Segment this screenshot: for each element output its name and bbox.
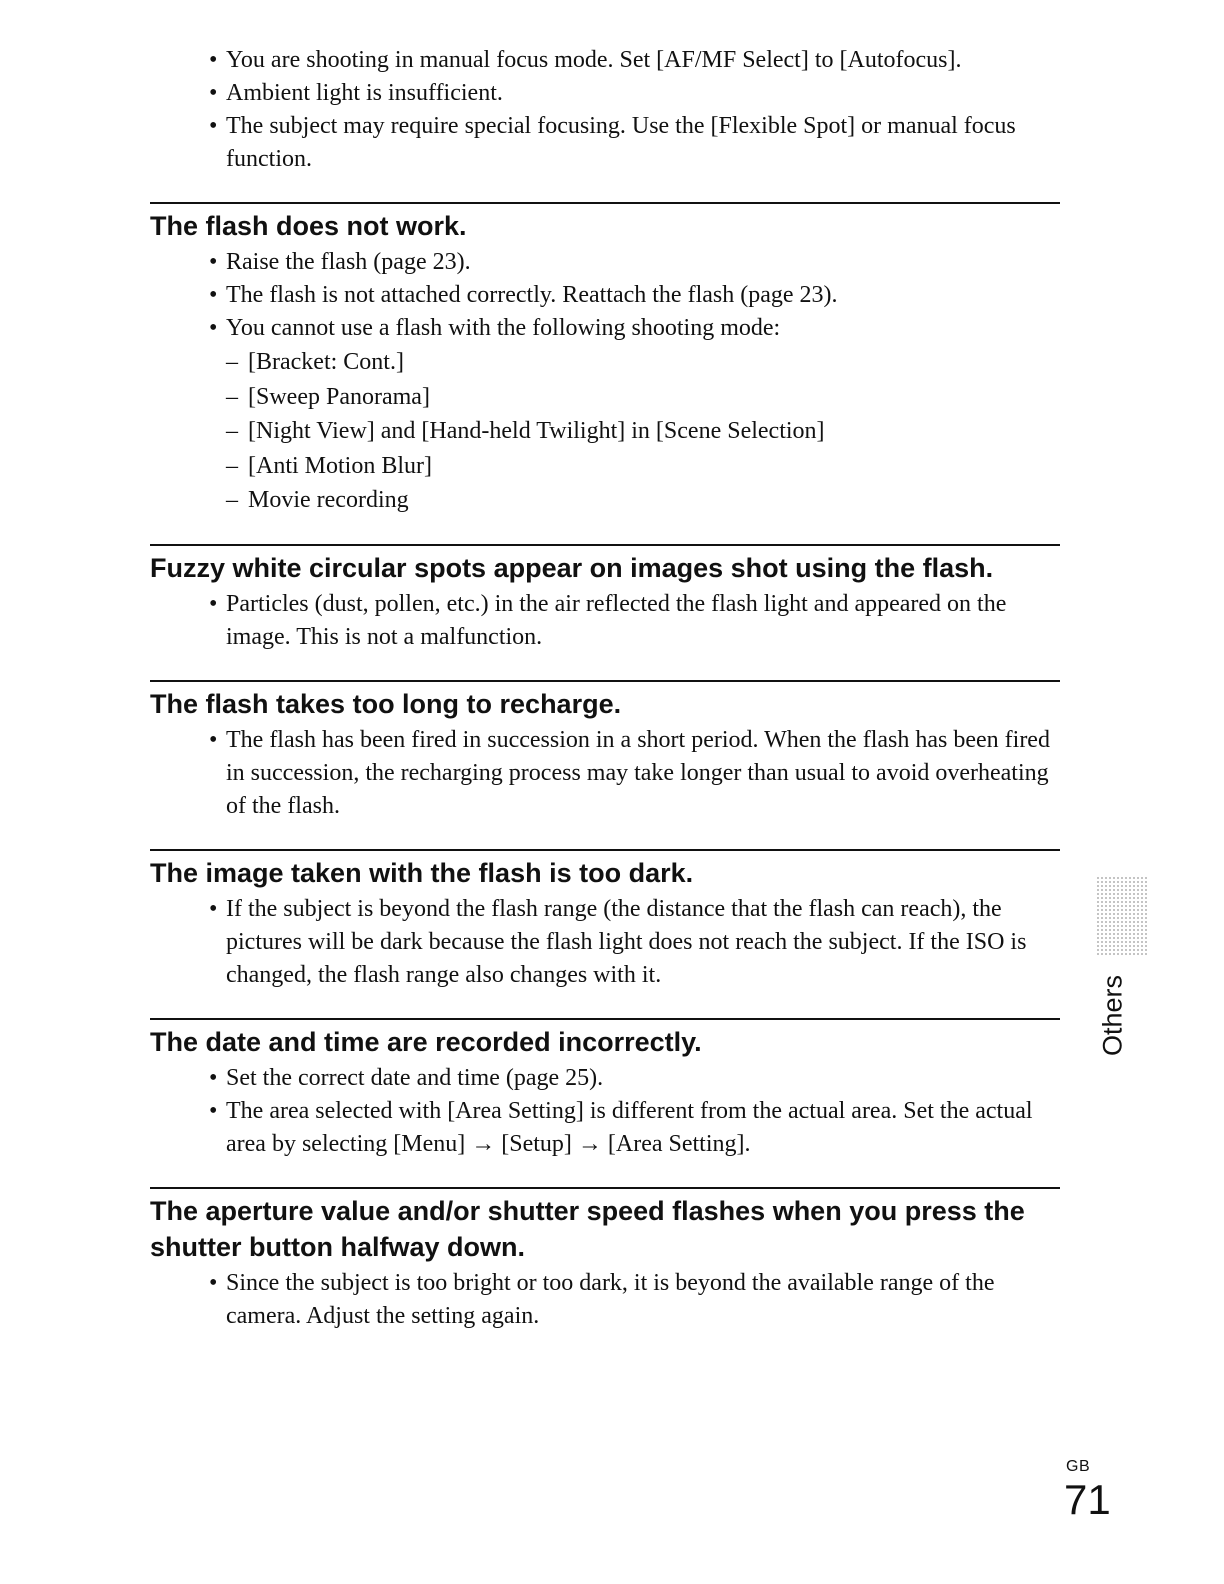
bullet-list (150, 893, 1060, 992)
list-item: • The subject may require special focusing. Use the [Flexible Spot] or manual focus function. (226, 110, 1060, 176)
shooting-mode-list (150, 345, 1060, 518)
section-aperture-flashes (150, 1187, 1060, 1333)
list-item: • The flash is not attached correctly. Reattach the flash (page 23). (226, 279, 1060, 312)
list-item: • If the subject is beyond the flash range (the distance that the flash can reach), the pictures will be dark because the flash light does not reach the subject. If the ISO is changed, the flash range also changes with it. (226, 893, 1060, 992)
page-content (150, 44, 1060, 1333)
bullet-list (150, 246, 1060, 345)
bullet-list (150, 1267, 1060, 1333)
section-image-too-dark (150, 849, 1060, 992)
bullet-list (150, 1062, 1060, 1161)
list-item: • You cannot use a flash with the following shooting mode: (226, 312, 1060, 345)
side-tab-marker (1096, 876, 1148, 956)
section-flash-recharge (150, 680, 1060, 823)
section-heading: The flash takes too long to recharge. (150, 688, 622, 719)
list-item: • You are shooting in manual focus mode. Set [AF/MF Select] to [Autofocus]. (226, 44, 1060, 77)
section-heading: The date and time are recorded incorrectly. (150, 1026, 702, 1057)
list-item: • The flash has been fired in succession in a short period. When the flash has been fired in succession, the recharging process may take longer than usual to avoid overheating of the flash. (226, 724, 1060, 823)
sub-list-item: – [Sweep Panorama] (248, 380, 1060, 415)
sub-list-item: – [Bracket: Cont.] (248, 345, 1060, 380)
language-code: GB (1066, 1458, 1091, 1475)
section-heading: The image taken with the flash is too dark. (150, 857, 694, 888)
section-flash-not-work (150, 202, 1060, 518)
list-item: • Ambient light is insufficient. (226, 77, 1060, 110)
section-fuzzy-spots (150, 544, 1060, 654)
side-tab-label (1093, 970, 1133, 1060)
intro-bullet-list (150, 44, 1060, 176)
page-number: 71 (1064, 1476, 1111, 1523)
sub-list-item: – [Night View] and [Hand-held Twilight] in [Scene Selection] (248, 414, 1060, 449)
bullet-list (150, 588, 1060, 654)
list-item: • Since the subject is too bright or too dark, it is beyond the available range of the camera. Adjust the setting again. (226, 1267, 1060, 1333)
section-heading: The flash does not work. (150, 211, 467, 241)
sub-list-item: – [Anti Motion Blur] (248, 449, 1060, 484)
sub-list-item: – Movie recording (248, 483, 1060, 518)
side-tab-text: Others (1097, 974, 1128, 1056)
bullet-list (150, 724, 1060, 823)
list-item: • Raise the flash (page 23). (226, 246, 1060, 279)
section-heading: The aperture value and/or shutter speed flashes when you press the shutter button halfway down. (150, 1195, 1025, 1262)
list-item: • The area selected with [Area Setting] is different from the actual area. Set the actual area by selecting [Menu] → [Setup] → [Area Setting]. (226, 1095, 1060, 1161)
list-item: • Set the correct date and time (page 25). (226, 1062, 1060, 1095)
section-date-time (150, 1018, 1060, 1161)
list-item: • Particles (dust, pollen, etc.) in the air reflected the flash light and appeared on the image. This is not a malfunction. (226, 588, 1060, 654)
section-heading: Fuzzy white circular spots appear on images shot using the flash. (150, 552, 994, 583)
